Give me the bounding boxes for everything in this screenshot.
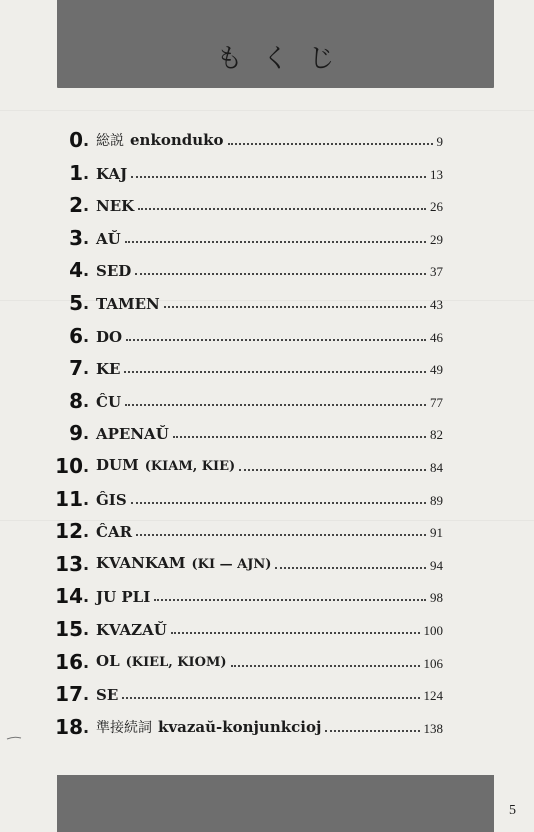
toc-entry[interactable] [0,485,534,509]
entry-label [96,329,122,345]
entry-term: AŬ [96,229,121,248]
entry-number: 15 [55,617,83,641]
dot-leader [122,697,420,699]
entry-label [96,263,131,279]
entry-dot: . [83,261,90,281]
entry-page-number: 29 [430,231,443,247]
entry-term: enkonduko [130,131,224,149]
entry-dot: . [83,685,90,705]
entry-number: 6 [69,323,83,348]
entry-term: ĈU [96,392,122,411]
toc-entry[interactable] [0,289,534,313]
entry-dot: . [83,424,90,444]
entry-dot: . [83,163,90,183]
entry-label [96,555,271,573]
toc-entry[interactable] [0,550,534,574]
entry-label [96,653,227,671]
entry-page-number: 98 [430,590,443,606]
entry-label [96,426,169,442]
entry-term: KVANKAM [96,553,186,572]
entry-alternatives: (KIAM, KIE) [144,459,236,474]
toc-entry[interactable] [0,159,534,183]
entry-dot: . [83,294,90,313]
entry-page-number: 106 [423,655,443,671]
toc-entry[interactable] [0,322,534,346]
entry-term: NEK [96,197,135,216]
entry-label [96,457,235,475]
toc-entry[interactable] [0,387,534,411]
entry-page-number: 9 [436,134,443,149]
dot-leader [154,599,426,601]
dot-leader [136,534,426,536]
entry-term: APENAŬ [96,425,169,444]
toc-entry[interactable] [0,680,534,707]
toc-entry[interactable] [0,256,534,283]
entry-dot: . [83,326,90,346]
toc-entry[interactable] [0,452,534,476]
entry-dot: . [83,587,90,607]
entry-page-number: 43 [430,297,443,312]
entry-label [96,166,127,182]
entry-page-number: 46 [430,329,443,345]
entry-page-number: 138 [423,720,443,736]
entry-alternatives: (KIEL, KIOM) [125,654,227,670]
entry-alternatives: (KI — AJN) [191,556,272,572]
entry-label [96,719,321,736]
dot-leader [325,730,420,732]
entry-term: KVAZAŬ [96,621,167,639]
entry-japanese: 総説 [96,133,124,149]
entry-page-number: 13 [430,166,443,182]
dot-leader [131,176,426,178]
toc-entry[interactable] [0,419,534,446]
entry-dot: . [83,457,90,476]
footer-band [57,775,494,832]
entry-dot: . [83,196,90,216]
dot-leader [171,632,420,634]
toc-entry[interactable] [0,582,534,609]
dot-leader [275,567,426,569]
toc-entry[interactable] [0,224,534,248]
entry-label [96,687,118,703]
entry-label [96,198,134,214]
entry-number: 11 [55,486,83,511]
entry-dot: . [83,554,90,574]
entry-term: ĈAR [96,523,133,542]
dot-leader [124,371,426,373]
page-number: 5 [509,803,516,818]
toc-entry[interactable] [0,126,534,150]
toc-entry[interactable] [0,713,534,737]
entry-label [96,231,121,247]
entry-number: 13 [55,551,83,576]
entry-number: 4 [69,258,83,283]
toc-entry[interactable] [0,191,534,218]
dot-leader [131,502,426,504]
entry-number: 0 [69,128,83,152]
entry-page-number: 84 [430,460,443,475]
entry-label [96,492,127,508]
entry-label [96,622,167,638]
entry-page-number: 37 [430,264,443,280]
dot-leader [135,273,426,275]
entry-japanese: 準接続詞 [96,719,152,736]
toc-entry[interactable] [0,354,534,381]
entry-term: ĜIS [96,490,127,509]
entry-dot: . [83,652,90,672]
entry-number: 8 [69,388,83,413]
entry-label [96,394,121,410]
entry-term: DUM [96,456,139,474]
dot-leader [231,665,420,667]
dot-leader [125,404,426,406]
dot-leader [126,339,426,341]
entry-number: 17 [55,682,83,707]
toc-entry[interactable] [0,517,534,544]
entry-number: 2 [69,193,83,218]
entry-dot: . [83,620,90,639]
entry-page-number: 82 [430,427,443,443]
entry-number: 5 [69,291,83,315]
dot-leader [239,469,426,471]
entry-dot: . [83,489,90,509]
entry-label [96,361,120,377]
entry-page-number: 91 [430,525,443,541]
entry-dot: . [83,522,90,542]
entry-number: 10 [55,454,83,478]
dot-leader [173,436,426,438]
entry-dot: . [83,228,90,248]
entry-dot: . [83,391,90,411]
entry-number: 9 [69,421,83,446]
toc-entry[interactable] [0,648,534,672]
entry-term: SED [96,262,132,281]
dot-leader [125,241,426,243]
entry-page-number: 49 [430,362,443,378]
entry-term: DO [96,327,123,346]
entry-page-number: 89 [430,492,443,508]
entry-label [96,524,132,540]
toc-entry[interactable] [0,615,534,639]
entry-term: KAJ [96,164,128,183]
entry-dot: . [83,359,90,379]
entry-page-number: 26 [430,199,443,215]
entry-number: 12 [55,519,83,544]
entry-dot: . [83,717,90,737]
entry-label [96,589,150,605]
entry-page-number: 100 [423,623,443,638]
entry-term: OL [96,651,120,670]
entry-term: kvazaŭ-konjunkcioj [158,717,322,736]
pen-mark [6,736,22,740]
entry-page-number: 77 [430,394,443,410]
entry-dot: . [83,131,90,150]
dot-leader [228,143,433,145]
entry-term: SE [96,686,119,705]
entry-number: 16 [55,649,83,674]
entry-page-number: 124 [423,688,443,704]
entry-label [96,296,160,312]
entry-term: JU PLI [96,588,151,607]
entry-page-number: 94 [430,557,443,573]
entry-label [96,132,224,149]
page-title: もくじ [216,44,355,74]
entry-number: 14 [55,584,83,609]
dot-leader [138,208,426,210]
entry-number: 18 [55,714,83,739]
entry-number: 1 [69,160,83,185]
entry-number: 7 [69,356,83,381]
dot-leader [164,306,426,308]
entry-term: TAMEN [96,295,160,313]
entry-term: KE [96,360,121,379]
entry-number: 3 [69,225,83,250]
